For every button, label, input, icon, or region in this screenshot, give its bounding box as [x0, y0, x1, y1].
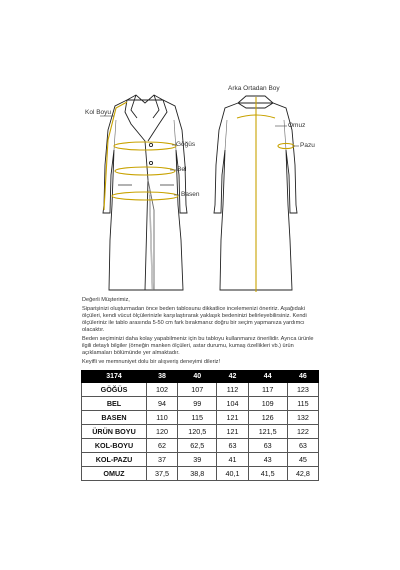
header-size-42: 42: [217, 371, 248, 383]
table-cell: 120,5: [178, 425, 217, 439]
row-label: BEL: [82, 397, 147, 411]
header-size-46: 46: [287, 371, 318, 383]
table-cell: 123: [287, 383, 318, 397]
header-model: 3174: [82, 371, 147, 383]
table-cell: 122: [287, 425, 318, 439]
table-cell: 37: [147, 453, 178, 467]
size-table: [81, 370, 319, 481]
gogus-label: Göğüs: [176, 141, 196, 148]
greeting: Değerli Müşterimiz,: [82, 297, 130, 303]
notes-paragraph-1: Siparişinizi oluşturmadan önce beden tablosunu dikkatlice incelemenizi öneririz. Aşağıdaki ölçüleri, kendi vücut ölçülerinizle karşılaştırarak yaklaşık bedeninizi belirleyebilirsiniz. Kendi ölçüleriniz ile tablo arasında 5-50 cm fark bırakmanız doğru bir seçim yapmanıza yardımcı olacaktır.: [82, 306, 307, 333]
notes-paragraph-2: Beden seçiminizi daha kolay yapabilmeniz için bu tabloyu kullanmanız önerilidir. Ayrıca ürünle ilgili detaylı bilgiler (örneğin manken ölçüleri, astar durumu, kumaş özellikleri vb.) ürün açıklamaları bölümünde yer almaktadır.: [82, 336, 314, 356]
table-row: [82, 411, 319, 425]
table-row: [82, 383, 319, 397]
notes-closing: Keyifli ve memnuniyet dolu bir alışveriş deneyimi dileriz!: [82, 359, 221, 365]
table-cell: 62: [147, 439, 178, 453]
table-cell: 43: [248, 453, 287, 467]
table-row: [82, 397, 319, 411]
table-cell: 121: [217, 425, 248, 439]
table-cell: 115: [178, 411, 217, 425]
table-cell: 120: [147, 425, 178, 439]
table-cell: 39: [178, 453, 217, 467]
row-label: ÜRÜN BOYU: [82, 425, 147, 439]
table-cell: 37,5: [147, 467, 178, 481]
table-cell: 115: [287, 397, 318, 411]
table-cell: 38,8: [178, 467, 217, 481]
omuz-label: Omuz: [288, 122, 306, 129]
table-cell: 102: [147, 383, 178, 397]
table-cell: 99: [178, 397, 217, 411]
table-row: [82, 453, 319, 467]
table-cell: 126: [248, 411, 287, 425]
table-row: [82, 425, 319, 439]
row-label: BASEN: [82, 411, 147, 425]
table-cell: 109: [248, 397, 287, 411]
table-cell: 45: [287, 453, 318, 467]
table-cell: 62,5: [178, 439, 217, 453]
table-cell: 117: [248, 383, 287, 397]
kol-boyu-label: Kol Boyu: [85, 109, 112, 116]
table-cell: 40,1: [217, 467, 248, 481]
header-size-38: 38: [147, 371, 178, 383]
table-header-row: [82, 371, 319, 383]
table-cell: 112: [217, 383, 248, 397]
arka-ortadan-boy-label: Arka Ortadan Boy: [228, 85, 280, 92]
pazu-label: Pazu: [300, 142, 315, 149]
table-cell: 121: [217, 411, 248, 425]
row-label: GÖĞÜS: [82, 383, 147, 397]
table-row: [82, 467, 319, 481]
row-label: KOL-BOYU: [82, 439, 147, 453]
customer-notes: [82, 297, 318, 368]
table-cell: 41: [217, 453, 248, 467]
table-cell: 42,8: [287, 467, 318, 481]
table-cell: 107: [178, 383, 217, 397]
table-cell: 63: [217, 439, 248, 453]
table-cell: 121,5: [248, 425, 287, 439]
table-row: [82, 439, 319, 453]
table-cell: 63: [287, 439, 318, 453]
table-cell: 94: [147, 397, 178, 411]
row-label: OMUZ: [82, 467, 147, 481]
header-size-40: 40: [178, 371, 217, 383]
table-cell: 104: [217, 397, 248, 411]
bel-label: Bel: [177, 166, 187, 173]
table-cell: 63: [248, 439, 287, 453]
table-cell: 41,5: [248, 467, 287, 481]
basen-label: Basen: [181, 191, 200, 198]
table-cell: 110: [147, 411, 178, 425]
row-label: KOL-PAZU: [82, 453, 147, 467]
table-cell: 132: [287, 411, 318, 425]
header-size-44: 44: [248, 371, 287, 383]
